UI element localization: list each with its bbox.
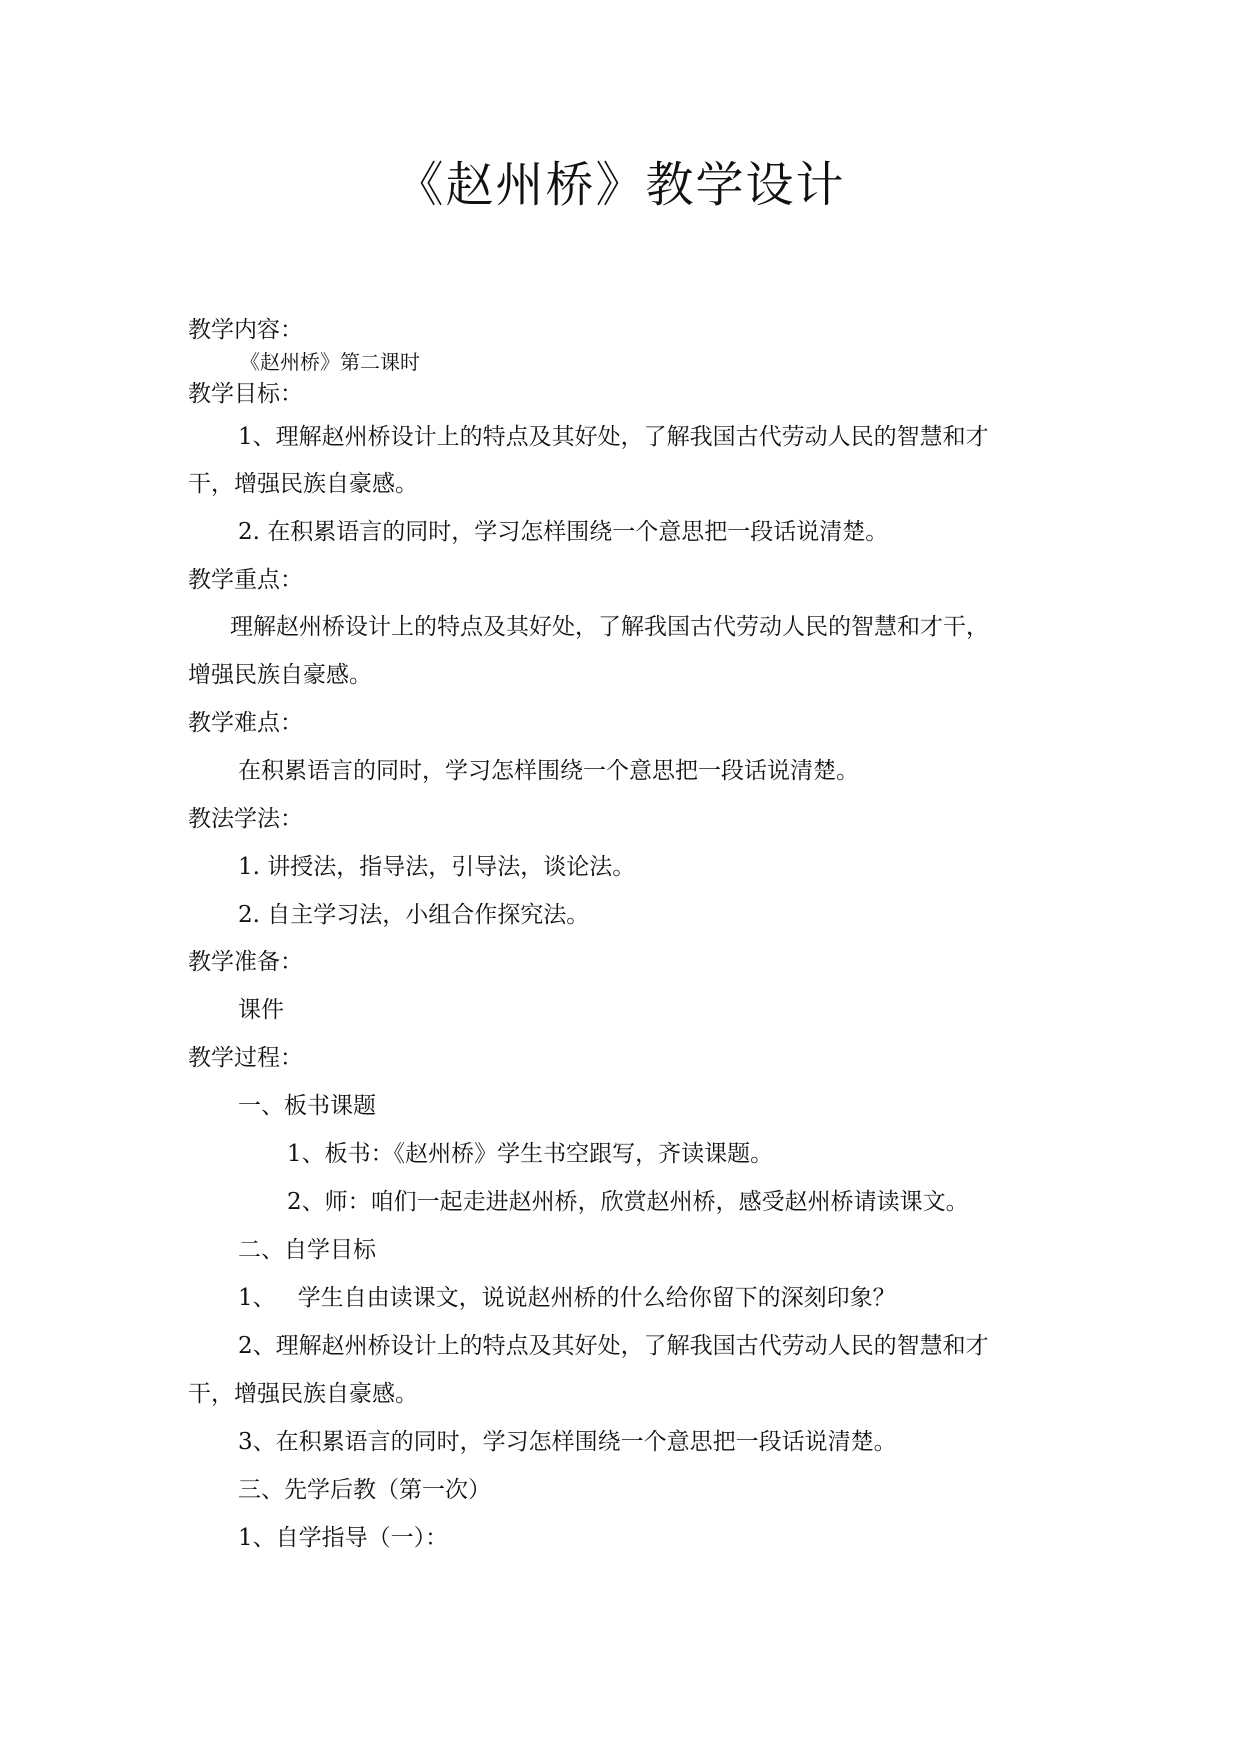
key-points-line-2: 增强民族自豪感。 — [188, 662, 372, 688]
difficulties-text: 在积累语言的同时，学习怎样围绕一个意思把一段话说清楚。 — [238, 758, 859, 784]
section-3-title: 三、先学后教（第一次） — [238, 1477, 491, 1503]
preparation-heading: 教学准备： — [188, 949, 303, 975]
section-2-item-2-line-1: 2、理解赵州桥设计上的特点及其好处，了解我国古代劳动人民的智慧和才 — [238, 1333, 989, 1359]
methods-heading: 教法学法： — [188, 806, 303, 832]
method-1: 1. 讲授法，指导法，引导法，谈论法。 — [238, 854, 636, 880]
process-heading: 教学过程： — [188, 1045, 303, 1071]
section-2-title: 二、自学目标 — [238, 1237, 376, 1263]
section-2-item-1: 1、 学生自由读课文，说说赵州桥的什么给你留下的深刻印象？ — [238, 1285, 896, 1311]
objectives-heading: 教学目标： — [188, 381, 303, 407]
method-2: 2. 自主学习法，小组合作探究法。 — [238, 902, 590, 928]
section-2-item-2-line-2: 干，增强民族自豪感。 — [188, 1381, 418, 1407]
section-3-item-1: 1、自学指导（一）： — [238, 1525, 449, 1551]
key-points-heading: 教学重点： — [188, 567, 303, 593]
section-1-item-1: 1、板书：《赵州桥》学生书空跟写，齐读课题。 — [287, 1141, 774, 1167]
key-points-line-1: 理解赵州桥设计上的特点及其好处，了解我国古代劳动人民的智慧和才干， — [230, 614, 989, 640]
content-heading: 教学内容： — [188, 317, 303, 343]
objective-1-line-1: 1、理解赵州桥设计上的特点及其好处，了解我国古代劳动人民的智慧和才 — [238, 424, 989, 450]
document-title: 《赵州桥》教学设计 — [395, 157, 846, 213]
content-text: 《赵州桥》第二课时 — [240, 350, 420, 374]
preparation-text: 课件 — [238, 997, 284, 1023]
section-2-item-3: 3、在积累语言的同时，学习怎样围绕一个意思把一段话说清楚。 — [238, 1429, 897, 1455]
section-1-item-2: 2、师：咱们一起走进赵州桥，欣赏赵州桥，感受赵州桥请读课文。 — [287, 1189, 969, 1215]
objective-1-line-2: 干，增强民族自豪感。 — [188, 471, 418, 497]
section-1-title: 一、板书课题 — [238, 1093, 376, 1119]
objective-2: 2. 在积累语言的同时，学习怎样围绕一个意思把一段话说清楚。 — [238, 519, 889, 545]
difficulties-heading: 教学难点： — [188, 710, 303, 736]
